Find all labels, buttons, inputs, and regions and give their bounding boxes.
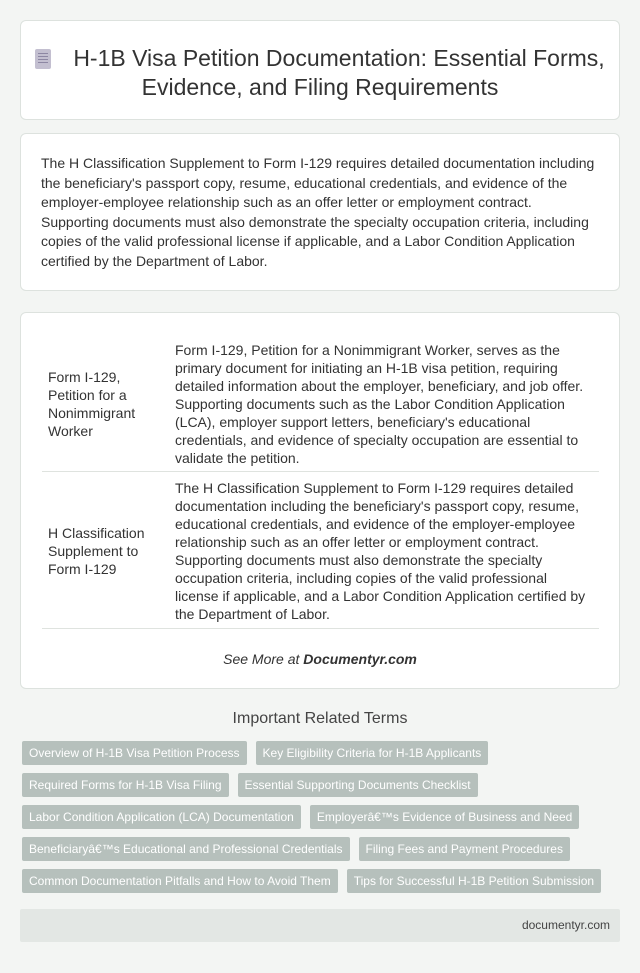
related-term-tag[interactable]: Labor Condition Application (LCA) Documentation [22, 805, 301, 829]
see-more-link[interactable] [21, 651, 619, 667]
related-terms-list [22, 741, 622, 893]
footer-site-link[interactable]: documentyr.com [521, 918, 610, 932]
related-term-tag[interactable]: Overview of H-1B Visa Petition Process [22, 741, 247, 765]
page-title [21, 44, 619, 102]
related-term-tag[interactable]: Tips for Successful H-1B Petition Submission [347, 869, 601, 893]
table-row-label: H Classification Supplement to Form I-129 [48, 524, 145, 577]
related-term-tag[interactable]: Employerâ€™s Evidence of Business and Need [310, 805, 579, 829]
related-term-tag[interactable]: Common Documentation Pitfalls and How to Avoid Them [22, 869, 338, 893]
table-row-description: The H Classification Supplement to Form I-129 requires detailed documentation including the beneficiary's passport copy, resume, educational credentials, and evidence of the employer-employee relationship such as an offer letter or employment contract. Supporting documents must also demonstrate the specialty occupation criteria, including copies of the valid professional license if applicable, and a Labor Condition Application certified by the Department of Labor. [175, 479, 586, 622]
table-row-label: Form I-129, Petition for a Nonimmigrant Worker [48, 369, 136, 439]
table-row [42, 473, 599, 629]
documents-table-card [20, 312, 620, 689]
related-terms-heading: Important Related Terms [232, 710, 408, 727]
see-more-site[interactable]: Documentyr.com [303, 651, 417, 667]
table-row-description: Form I-129, Petition for a Nonimmigrant Worker, serves as the primary document for initiating an H-1B visa petition, requiring detailed information about the employer, beneficiary, and job offer. Supporting documents such as the Labor Condition Application (LCA), employer support letters, beneficiary's educational credentials, and evidence of specialty occupation are essential to validate the petition. [175, 342, 584, 466]
document-icon [35, 49, 51, 69]
intro-paragraph: The H Classification Supplement to Form I-129 requires detailed documentation including the beneficiary's passport copy, resume, educational credentials, and evidence of the employer-employee relationship such as an offer letter or employment contract. Supporting documents must also demonstrate the specialty occupation criteria, including copies of the valid professional license if applicable, and a Labor Condition Application certified by the Department of Labor. [41, 155, 595, 269]
title-card [20, 20, 620, 120]
related-term-tag[interactable]: Required Forms for H-1B Visa Filing [22, 773, 229, 797]
related-term-tag[interactable]: Filing Fees and Payment Procedures [359, 837, 570, 861]
related-term-tag[interactable]: Beneficiaryâ€™s Educational and Professional Credentials [22, 837, 350, 861]
table-row [42, 337, 599, 472]
related-term-tag[interactable]: Essential Supporting Documents Checklist [238, 773, 478, 797]
related-term-tag[interactable]: Key Eligibility Criteria for H-1B Applicants [256, 741, 489, 765]
see-more-prefix: See More at [223, 651, 300, 667]
footer [20, 909, 620, 942]
page-title-text: H-1B Visa Petition Documentation: Essential Forms, Evidence, and Filing Requirements [73, 45, 605, 100]
intro-card [20, 133, 620, 291]
